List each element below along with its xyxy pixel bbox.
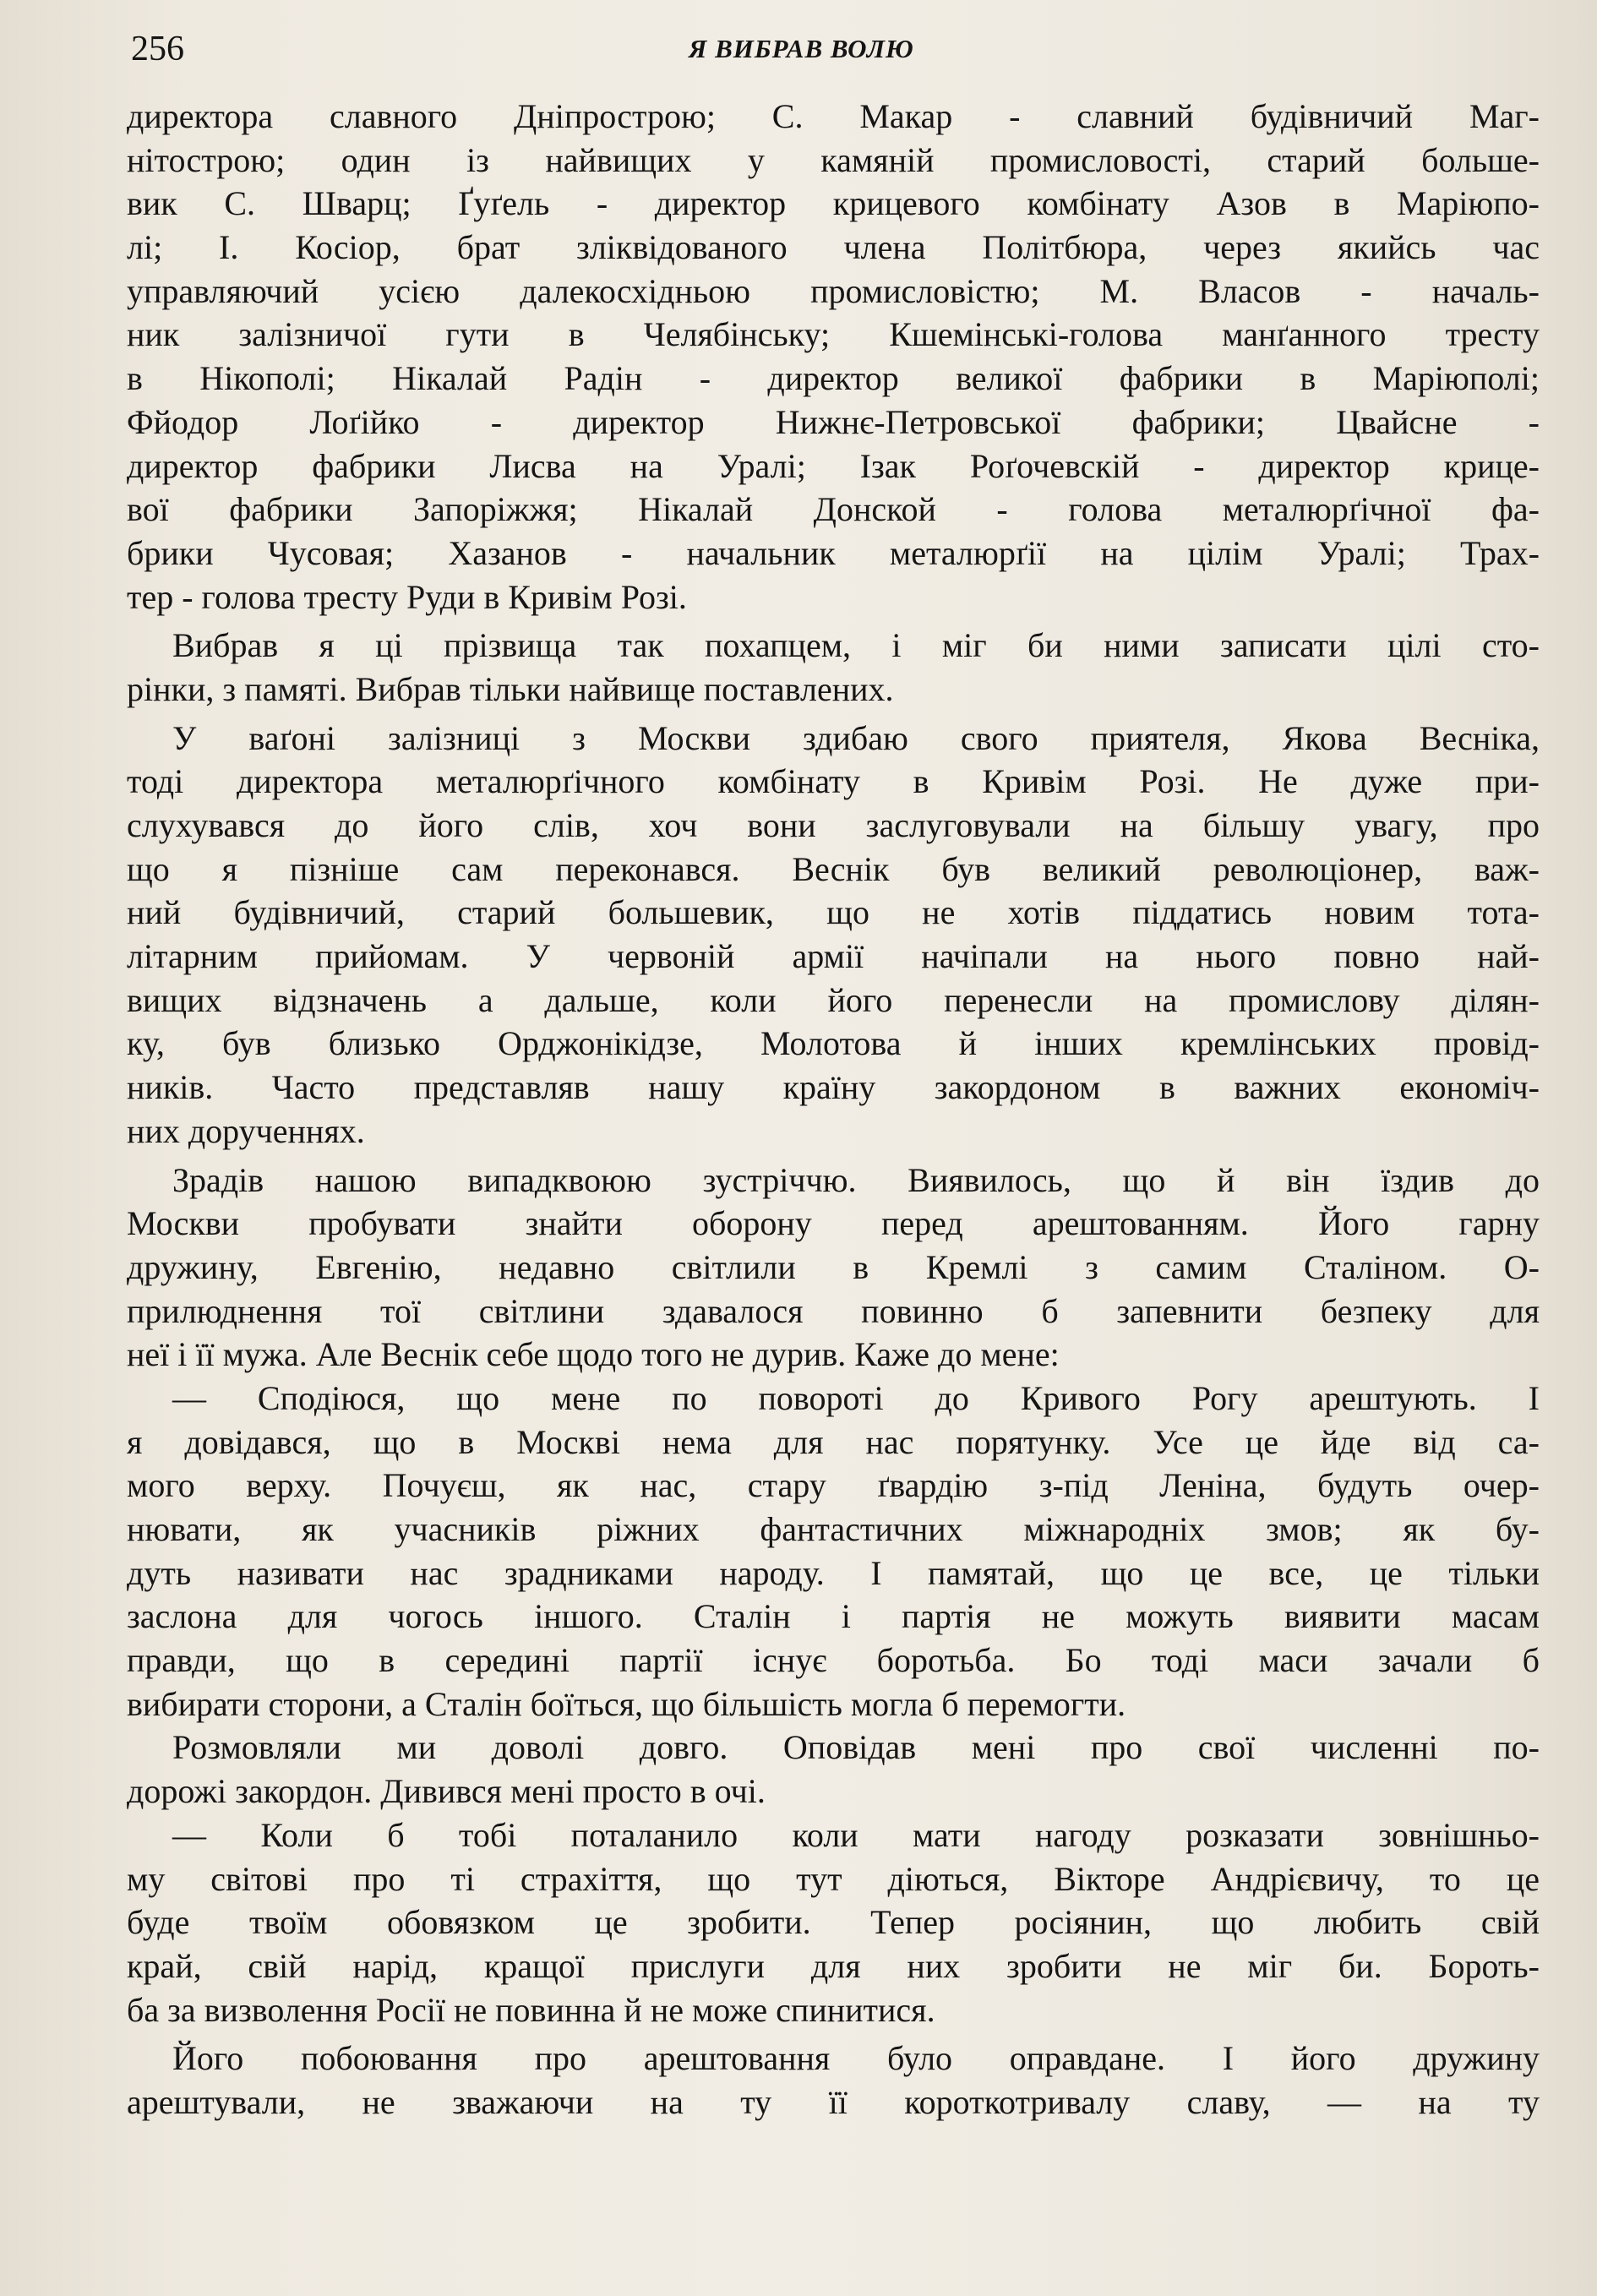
text-line: вибирати сторони, а Сталін боїться, що більшість могла б перемогти.: [127, 1684, 1126, 1723]
text-line: мого верху. Почуєш, як нас, стару ґвардію з-під Леніна, будуть очер-: [127, 1466, 1540, 1505]
text-line: ку, був близько Орджонікідзе, Молотова й інших кремлінських провід-: [127, 1024, 1540, 1063]
text-line: слухувався до його слів, хоч вони заслуговували на більшу увагу, про: [127, 806, 1540, 844]
text-line: дружину, Евгенію, недавно світлили в Кремлі з самим Сталіном. О-: [127, 1247, 1540, 1286]
body-text: [127, 95, 1540, 2124]
page-header: [131, 24, 1534, 74]
text-line: літарним прийомам. У червоній армії начіпали на нього повно най-: [127, 937, 1540, 976]
text-line: У ваґоні залізниці з Москви здибаю свого приятеля, Якова Весніка,: [172, 718, 1540, 757]
text-line: Зрадів нашою випадквоюю зустріччю. Виявилось, що й він їздив до: [172, 1160, 1540, 1199]
text-line: нювати, як учасників ріжних фантастичних міжнародніх змов; як бу-: [127, 1510, 1540, 1548]
text-line: директора славного Дніпрострою; С. Макар - славний будівничий Маг-: [127, 97, 1540, 135]
text-line: му світові про ті страхіття, що тут діються, Вікторе Андрієвичу, то це: [127, 1859, 1540, 1898]
text-line: край, свій нарід, кращої прислуги для них зробити не міг би. Бороть-: [127, 1946, 1540, 1985]
text-line: Фйодор Лоґійко - директор Нижнє-Петровської фабрики; Цвайсне -: [127, 402, 1540, 441]
text-line: ників. Часто представляв нашу країну закордоном в важних економіч-: [127, 1068, 1540, 1107]
text-line: Його побоювання про арештовання було оправдане. І його дружину: [172, 2039, 1540, 2078]
text-line: неї і її мужа. Але Веснік себе щодо того не дурив. Каже до мене:: [127, 1335, 1060, 1374]
text-line: вищих відзначень а дальше, коли його перенесли на промислову ділян-: [127, 980, 1540, 1019]
text-line: арештували, не зважаючи на ту її короткотривалу славу, — на ту: [127, 2082, 1540, 2121]
text-line: тоді директора металюрґічного комбінату в Кривім Розі. Не дуже при-: [127, 762, 1540, 801]
text-line: управляючий усією далекосхідньою промисловістю; М. Власов - началь-: [127, 271, 1540, 310]
text-line: рінки, з памяті. Вибрав тільки найвище поставлених.: [127, 669, 894, 708]
text-line: дуть називати нас зрадниками народу. І памятай, що це все, це тільки: [127, 1553, 1540, 1592]
text-line: них дорученнях.: [127, 1111, 365, 1150]
text-line: нітострою; один із найвищих у камяній промисловості, старий больше-: [127, 140, 1540, 179]
text-line: прилюднення тої світлини здавалося повинно б запевнити безпеку для: [127, 1291, 1540, 1330]
text-line: Вибрав я ці прізвища так похапцем, і міг би ними записати цілі сто-: [172, 626, 1540, 665]
text-line: правди, що в середині партії існує боротьба. Бо тоді маси зачали б: [127, 1641, 1540, 1680]
text-line: директор фабрики Лисва на Уралі; Ізак Роґочевскій - директор крице-: [127, 446, 1540, 485]
text-line: дорожі закордон. Дивився мені просто в очі.: [127, 1772, 766, 1811]
text-line: ний будівничий, старий большевик, що не хотів піддатись новим тота-: [127, 893, 1540, 932]
text-line: буде твоїм обовязком це зробити. Тепер росіянин, що любить свій: [127, 1903, 1540, 1942]
text-line: ба за визволення Росії не повинна й не може спинитися.: [127, 1990, 935, 2029]
text-line: ник залізничої гути в Челябінську; Кшемінські-голова манґанного тресту: [127, 315, 1540, 354]
text-line: Розмовляли ми доволі довго. Оповідав мені про свої численні по-: [172, 1728, 1540, 1767]
page-number: 256: [131, 30, 184, 68]
text-line: — Сподіюся, що мене по повороті до Кривого Рогу арештують. І: [172, 1378, 1540, 1417]
text-line: — Коли б тобі поталанило коли мати нагоду розказати зовнішньо-: [172, 1815, 1540, 1854]
text-line: вик С. Шварц; Ґуґель - директор крицевого комбінату Азов в Маріюпо-: [127, 184, 1540, 223]
text-line: лі; І. Косіор, брат зліквідованого члена Політбюра, через якийсь час: [127, 228, 1540, 267]
text-line: заслона для чогось іншого. Сталін і партія не можуть виявити масам: [127, 1597, 1540, 1636]
text-line: в Нікополі; Нікалай Радін - директор великої фабрики в Маріюполі;: [127, 359, 1540, 398]
text-line: тер - голова тресту Руди в Кривім Розі.: [127, 577, 687, 616]
text-line: вої фабрики Запоріжжя; Нікалай Донской - голова металюрґічної фа-: [127, 490, 1540, 529]
text-line: Москви пробувати знайти оборону перед арештованням. Його гарну: [127, 1204, 1540, 1243]
text-line: брики Чусовая; Хазанов - начальник металюрґії на цілім Уралі; Трах-: [127, 533, 1540, 572]
text-line: що я пізніше сам переконався. Веснік був великий революціонер, важ-: [127, 849, 1540, 888]
running-title: Я ВИБРАВ ВОЛЮ: [689, 34, 914, 63]
text-line: я довідався, що в Москві нема для нас порятунку. Усе це йде від са-: [127, 1422, 1540, 1461]
